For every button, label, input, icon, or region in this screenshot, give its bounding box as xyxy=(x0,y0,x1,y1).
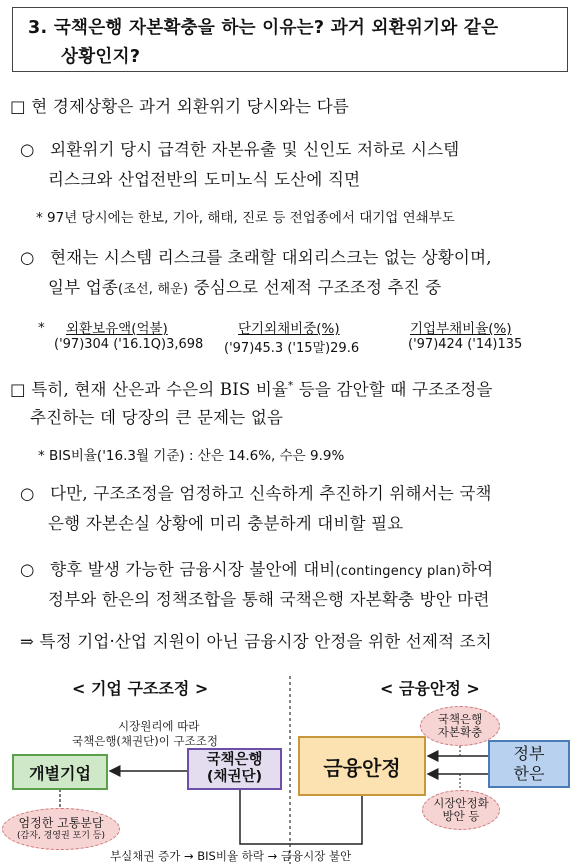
title-line-2: 상황인지? xyxy=(61,47,141,67)
bank-line-2: (채권단) xyxy=(206,769,263,785)
section2-bullet1-text: 다만, 구조조정을 엄정하고 신속하게 추진하기 위해서는 국책 xyxy=(50,484,492,503)
section1-heading-text: 현 경제상황은 과거 외환위기 당시와는 다름 xyxy=(31,97,349,116)
section2-bullet1-line2: 은행 자본손실 상황에 미리 충분하게 대비할 필요 xyxy=(48,514,404,533)
title-box xyxy=(12,7,568,72)
recap-line-2: 자본확충 xyxy=(437,725,483,739)
company-box: 개별기업 xyxy=(12,754,108,790)
section2-heading-sup: * xyxy=(288,380,294,392)
stat-header-short-term-debt: 단기외채비중(%) xyxy=(238,321,340,337)
section1-heading xyxy=(10,93,349,117)
bullet2-line2-a: 일부 업종 xyxy=(48,278,119,297)
stabil-line-1: 시장안정화 xyxy=(433,795,489,810)
circle-bullet-icon: ○ xyxy=(20,560,35,579)
left-header: < 기업 구조조정 > xyxy=(72,679,209,698)
bottom-flow-text: 부실채권 증가 → BIS비율 하락 → 금융시장 불안 xyxy=(110,849,352,863)
circle-bullet-icon: ○ xyxy=(20,248,35,267)
section1-bullet2-line1 xyxy=(20,244,492,268)
section2-note: * BIS비율('16.3월 기준) : 산은 14.6%, 수은 9.9% xyxy=(38,448,345,464)
pain-line-1: 엄정한 고통분담 xyxy=(18,815,104,830)
stabil-oval xyxy=(422,790,500,830)
stat-value-short-term-debt: ('97)45.3 ('15말)29.6 xyxy=(224,341,360,356)
stat-header-corp-debt: 기업부채비율(%) xyxy=(410,321,512,337)
bullet2-text: 현재는 시스템 리스크를 초래할 대외리스크는 없는 상황이며, xyxy=(50,248,492,267)
stat-header-fx-reserve: 외환보유액(억불) xyxy=(66,321,168,337)
section2-bullet2-line1 xyxy=(20,556,493,580)
square-bullet-icon: □ xyxy=(10,380,26,399)
section2-heading-line2: 추진하는 데 당장의 큰 문제는 없음 xyxy=(30,408,284,427)
stats-asterisk: * xyxy=(38,320,45,336)
gov-line-1: 정부 xyxy=(513,744,545,763)
pain-oval xyxy=(2,808,120,850)
stat-value-corp-debt: ('97)424 ('14)135 xyxy=(408,337,523,352)
bullet2-line2-paren: (조선, 해운) xyxy=(118,282,189,297)
bullet1-text: 외환위기 당시 급격한 자본유출 및 신인도 저하로 시스템 xyxy=(50,140,460,159)
recap-oval xyxy=(420,706,500,746)
section1-note: * 97년 당시에는 한보, 기아, 해태, 진로 등 전업종에서 대기업 연쇄부도 xyxy=(36,210,455,226)
gov-box xyxy=(488,740,570,788)
bullet2-line2-b: 중심으로 선제적 구조조정 추진 중 xyxy=(188,278,442,297)
section1-bullet1-line1 xyxy=(20,136,459,160)
pain-line-2: (감자, 경영권 포기 등) xyxy=(16,830,106,841)
bank-box xyxy=(187,748,282,790)
diagram xyxy=(0,668,580,864)
stat-value-fx-reserve: ('97)304 ('16.1Q)3,698 xyxy=(54,337,204,352)
recap-line-1: 국책은행 xyxy=(437,711,483,726)
section2-bullet2-b: 하여 xyxy=(461,560,494,579)
section2-heading-line1 xyxy=(10,376,493,400)
circle-bullet-icon: ○ xyxy=(20,140,35,159)
right-header: < 금융안정 > xyxy=(380,679,480,698)
section2-heading-a: 특히, 현재 산은과 수은의 BIS 비율 xyxy=(31,380,289,399)
market-line-2: 국책은행(채권단)이 구조조정 xyxy=(72,734,218,748)
section2-bullet1-line1 xyxy=(20,480,492,504)
section1-bullet1-line2: 리스크와 산업전반의 도미노식 도산에 직면 xyxy=(48,170,361,189)
stability-box: 금융안정 xyxy=(298,736,426,796)
market-line-1: 시장원리에 따라 xyxy=(118,719,200,733)
section1-bullet2-line2 xyxy=(48,274,441,298)
circle-bullet-icon: ○ xyxy=(20,484,35,503)
title-line-1: 3. 국책은행 자본확충을 하는 이유는? 과거 외환위기와 같은 xyxy=(28,18,499,38)
stabil-line-2: 방안 등 xyxy=(442,809,480,823)
section2-heading-b: 등을 감안할 때 구조조정을 xyxy=(293,380,493,399)
gov-line-2: 한은 xyxy=(513,764,545,783)
square-bullet-icon: □ xyxy=(10,97,26,116)
section2-bullet2-line2: 정부와 한은의 정책조합을 통해 국책은행 자본확충 방안 마련 xyxy=(48,590,490,609)
section2-bullet2-paren: (contingency plan) xyxy=(335,564,462,579)
section2-bullet2-a: 향후 발생 가능한 금융시장 불안에 대비 xyxy=(50,560,336,579)
bank-line-1: 국책은행 xyxy=(206,751,263,768)
conclusion: ⇒ 특정 기업·산업 지원이 아닌 금융시장 안정을 위한 선제적 조치 xyxy=(20,632,492,651)
